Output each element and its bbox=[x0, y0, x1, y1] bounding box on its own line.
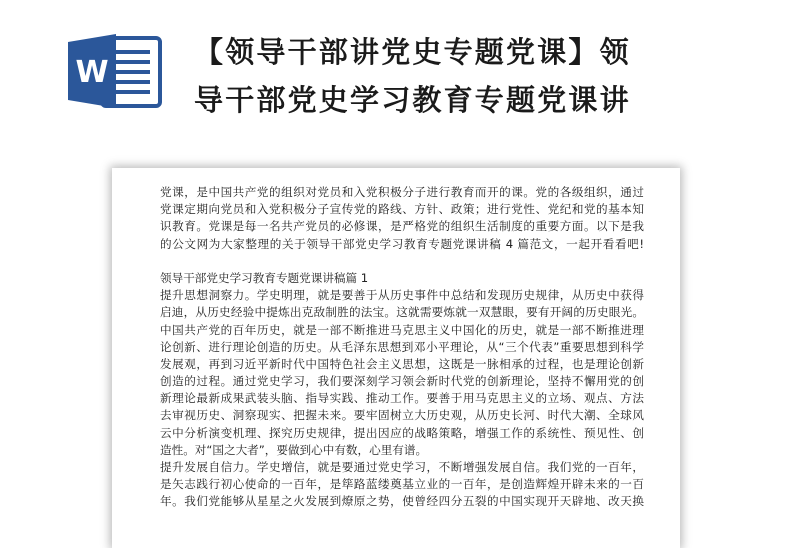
body-line: 云中分析演变机理、探究历史规律，提出因应的战略策略，增强工作的系统性、预见性、创 bbox=[160, 425, 644, 440]
body-line: 造性。对“国之大者”，要做到心中有数，心里有谱。 bbox=[160, 442, 428, 457]
document-content bbox=[160, 184, 644, 511]
body-line: 启迪，从历史经验中提炼出克敌制胜的法宝。这就需要炼就一双慧眼，要有开阔的历史眼光。 bbox=[160, 305, 644, 320]
page-title-line-1: 【领导干部讲党史专题党课】领 bbox=[194, 35, 631, 69]
body-line: 新理论最新成果武装头脑、指导实践、推动工作。要善于用马克思主义的立场、观点、方法 bbox=[160, 391, 644, 406]
body-line: 论创新、进行理论创造的历史。从毛泽东思想到邓小平理论，从“三个代表”重要思想到科学 bbox=[160, 339, 644, 354]
body-line: 创造的过程。通过党史学习，我们要深刻学习领会新时代党的创新理论，坚持不懈用党的创 bbox=[160, 374, 644, 389]
section-title: 领导干部党史学习教育专题党课讲稿篇 1 bbox=[160, 270, 369, 285]
word-document-icon bbox=[66, 32, 166, 110]
body-line: 年。我们党能够从星星之火发展到燎原之势，使曾经四分五裂的中国实现开天辟地、改天换 bbox=[160, 494, 644, 509]
page-title-line-2: 导干部党史学习教育专题党课讲 bbox=[194, 83, 631, 117]
body-line: 是矢志践行初心使命的一百年，是筚路蓝缕奠基立业的一百年，是创造辉煌开辟未来的一百 bbox=[160, 477, 644, 492]
body-line: 去审视历史、洞察现实、把握未来。要牢固树立大历史观，从历史长河、时代大潮、全球风 bbox=[160, 408, 644, 423]
spacer bbox=[160, 253, 644, 270]
intro-line: 党课，是中国共产党的组织对党员和入党积极分子进行教育而开的课。党的各级组织，通过 bbox=[160, 185, 644, 199]
document-page bbox=[112, 168, 680, 548]
intro-line: 识教育。党课是每一名共产党员的必修课，是严格党的组织生活制度的重要方面。以下是我 bbox=[160, 219, 644, 234]
body-line: 提升思想洞察力。学史明理，就是要善于从历史事件中总结和发现历史规律，从历史中获得 bbox=[160, 288, 644, 303]
body-line: 发展观，再到习近平新时代中国特色社会主义思想，这既是一脉相承的过程，也是理论创新 bbox=[160, 356, 644, 371]
intro-line: 的公文网为大家整理的关于领导干部党史学习教育专题党课讲稿 4 篇范文，一起开看看吧! bbox=[160, 236, 644, 251]
word-icon-letter: W bbox=[75, 55, 109, 90]
header bbox=[0, 0, 800, 150]
body-line: 中国共产党的百年历史，就是一部不断推进马克思主义中国化的历史，就是一部不断推进理 bbox=[160, 322, 644, 337]
body-line: 提升发展自信力。学史增信，就是要通过党史学习，不断增强发展自信。我们党的一百年， bbox=[160, 460, 644, 475]
intro-line: 党课定期向党员和入党积极分子宣传党的路线、方针、政策；进行党性、党纪和党的基本知 bbox=[160, 202, 644, 217]
